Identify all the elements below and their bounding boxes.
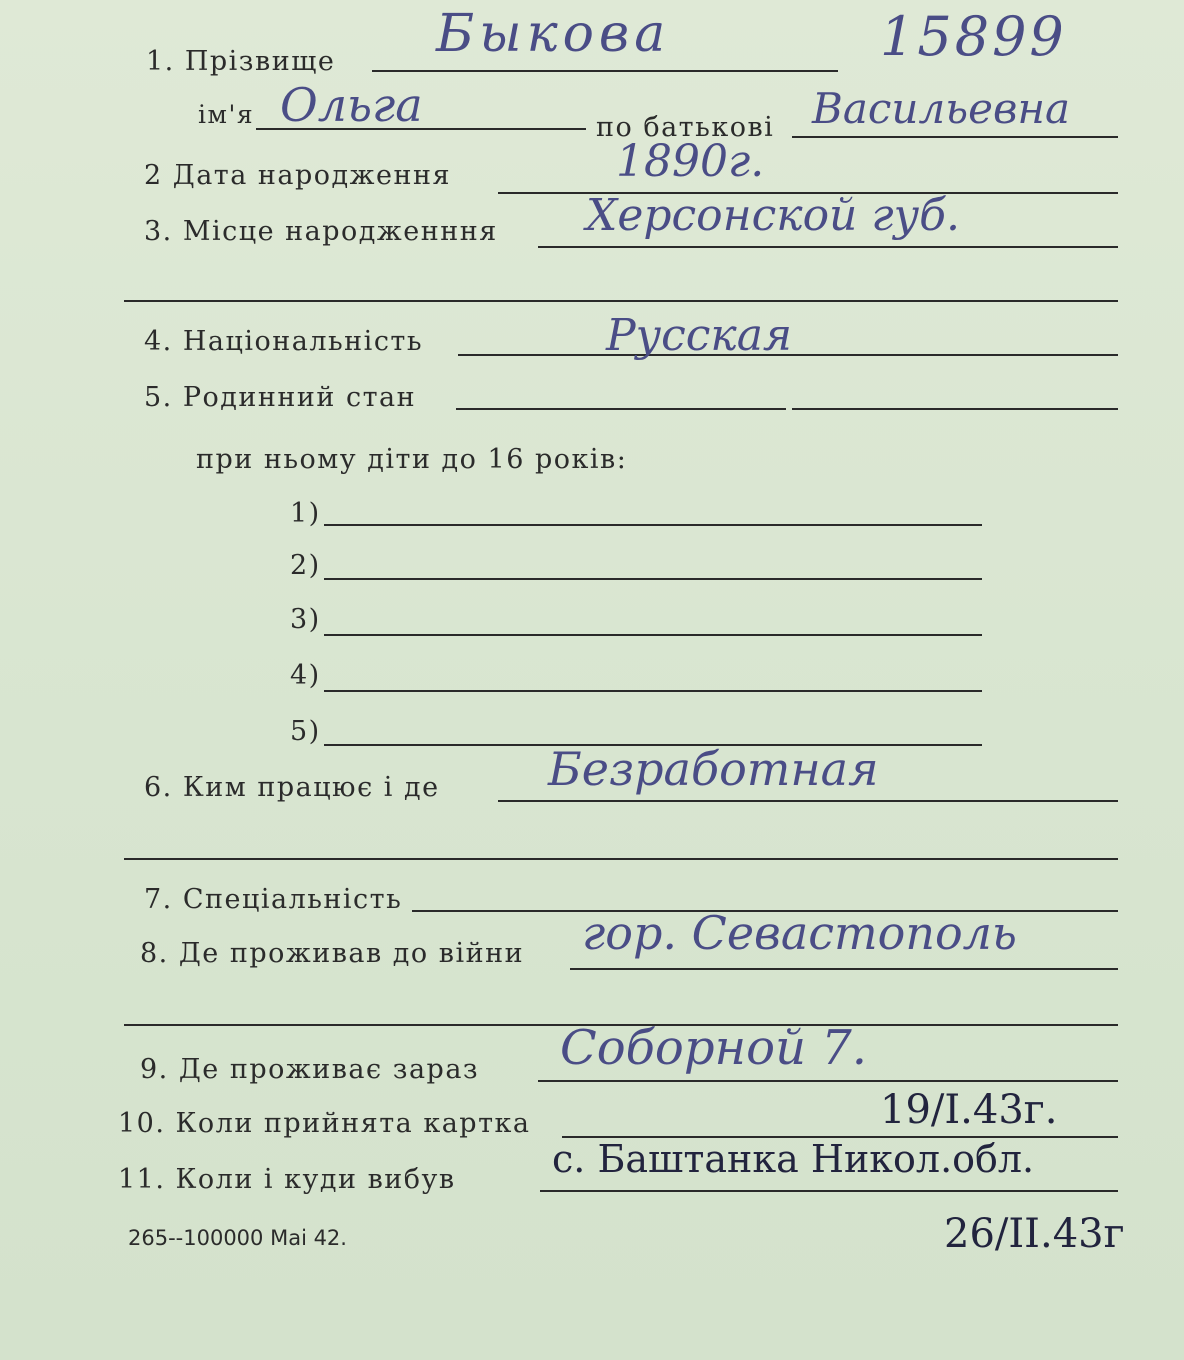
birth-place-label: 3. Місце народженння (144, 216, 498, 247)
current-line (538, 1080, 1118, 1082)
prewar-line-1 (570, 968, 1118, 970)
surname-label: 1. Прізвище (146, 46, 336, 77)
child-4-line (324, 690, 982, 692)
family-line-2 (792, 408, 1118, 410)
birth-date-entry: 1890г. (616, 136, 765, 187)
child-2-label: 2) (290, 550, 321, 581)
name-entry: Ольга (280, 78, 423, 132)
child-2-line (324, 578, 982, 580)
birth-date-label: 2 Дата народження (144, 160, 452, 191)
current-label: 9. Де проживає зараз (140, 1054, 480, 1085)
patronymic-entry: Васильевна (812, 84, 1071, 133)
departed-line (540, 1190, 1118, 1192)
child-1-label: 1) (290, 498, 321, 529)
birth-place-line-1 (538, 246, 1118, 248)
accepted-label: 10. Коли прийнята картка (118, 1108, 531, 1139)
work-line-2 (124, 858, 1118, 860)
current-entry: Соборной 7. (560, 1020, 868, 1076)
departed-entry: с. Баштанка Никол.обл. (552, 1137, 1035, 1181)
child-3-label: 3) (290, 604, 321, 635)
work-line-1 (498, 800, 1118, 802)
patronymic-line (792, 136, 1118, 138)
birth-place-entry: Херсонской губ. (586, 190, 960, 241)
departed-label: 11. Коли і куди вибув (118, 1164, 456, 1195)
child-3-line (324, 634, 982, 636)
name-label: ім'я (198, 100, 255, 129)
patronymic-label: по батькові (596, 112, 775, 143)
child-4-label: 4) (290, 660, 321, 691)
nationality-entry: Русская (606, 310, 793, 361)
prewar-entry: гор. Севастополь (582, 906, 1017, 960)
work-label: 6. Ким працює і де (144, 772, 440, 803)
birth-place-line-2 (124, 300, 1118, 302)
child-1-line (324, 524, 982, 526)
accepted-entry: 19/I.43г. (880, 1087, 1058, 1133)
family-label: 5. Родинний стан (144, 382, 417, 413)
print-code: 265--100000 Маі 42. (128, 1226, 347, 1250)
surname-line (372, 70, 838, 72)
children-label: при ньому діти до 16 років: (196, 444, 628, 475)
nationality-label: 4. Національність (144, 326, 424, 357)
surname-entry: Быкова (436, 4, 671, 64)
card-number: 15899 (880, 5, 1067, 68)
family-line-1 (456, 408, 786, 410)
specialty-label: 7. Спеціальність (144, 884, 403, 915)
departed-date-entry: 26/II.43г (944, 1211, 1125, 1257)
work-entry: Безработная (548, 742, 879, 796)
prewar-label: 8. Де проживав до війни (140, 938, 525, 969)
child-5-label: 5) (290, 716, 321, 747)
